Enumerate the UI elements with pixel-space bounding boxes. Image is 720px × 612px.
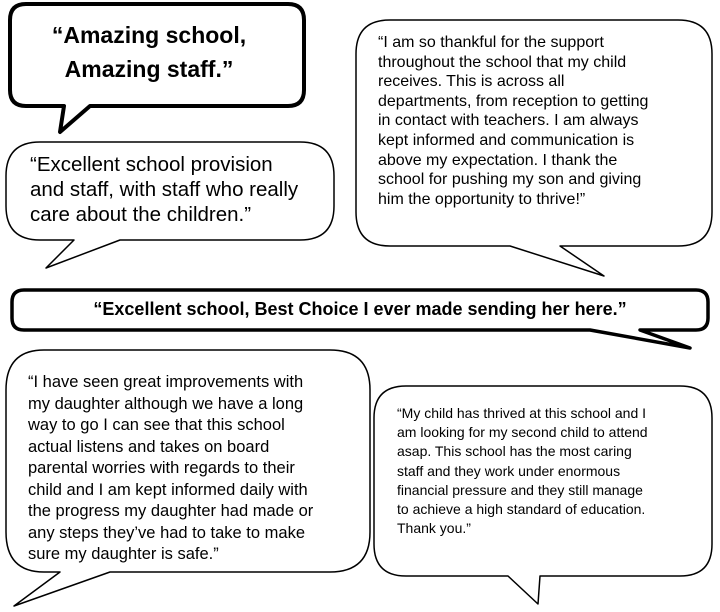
- testimonial-thankful-support: “I am so thankful for the support throughout the school that my child receives. This is across all departments, from reception to getting in contact with teachers. I am always kept informed and communication is above my expectation. I thank the school for pushing my son and giving him the opportunity to thrive!”: [378, 34, 649, 208]
- testimonial-amazing-school: “Amazing school, Amazing staff.”: [51, 22, 247, 82]
- testimonial-best-choice: “Excellent school, Best Choice I ever made sending her here.”: [93, 299, 627, 319]
- testimonial-daughter-improvements: “I have seen great improvements with my daughter although we have a long way to go I can see that this school actual listens and takes on board parental worries with regards to their child and I am kept informed daily with the progress my daughter had made or any steps they’ve had to take to make sure my daughter is safe.”: [28, 373, 314, 563]
- testimonial-child-thrived: “My child has thrived at this school and I am looking for my second child to attend asap. This school has the most caring staff and they work under enormous financial pressure and they still manage to achieve a high standard of education. Thank you.”: [397, 405, 648, 537]
- testimonial-excellent-provision: “Excellent school provision and staff, with staff who really care about the children.”: [30, 153, 299, 226]
